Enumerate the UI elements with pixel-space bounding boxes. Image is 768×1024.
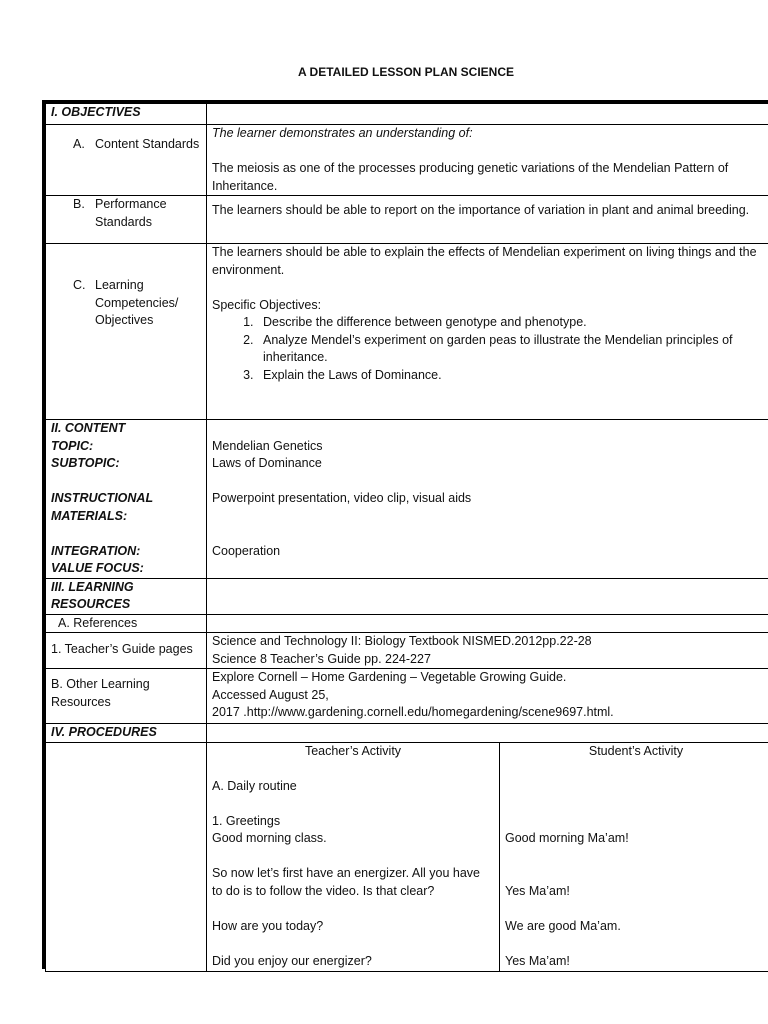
performance-standards-row — [46, 196, 768, 244]
other-resource-3: 2017 .http://www.gardening.cornell.edu/homegardening/scene9697.html. — [212, 705, 614, 719]
competencies-row — [46, 244, 768, 420]
topic-value: Mendelian Genetics — [212, 438, 323, 453]
student-line-2: Yes Ma’am! — [505, 883, 570, 898]
teachers-guide-row — [46, 633, 768, 669]
other-resources-label: B. Other Learning Resources — [51, 677, 150, 709]
teacher-activity-column — [207, 742, 500, 971]
objectives-heading-row — [46, 104, 768, 125]
references-label: A. References — [46, 614, 207, 633]
content-standards-text: The meiosis as one of the processes producing genetic variations of the Mendelian Pattern of Inheritance. — [212, 161, 729, 193]
student-line-4: Yes Ma’am! — [505, 953, 570, 968]
teacher-line-3: How are you today? — [212, 918, 324, 933]
teacher-line-1: Good morning class. — [212, 831, 327, 845]
teachers-guide-label: 1. Teacher’s Guide pages — [51, 642, 193, 656]
performance-standards-letter: B. — [73, 197, 85, 211]
references-row — [46, 614, 768, 633]
materials-label: INSTRUCTIONAL — [51, 491, 154, 505]
teacher-activity-header: Teacher’s Activity — [304, 743, 402, 758]
competencies-label: Learning Competencies/ Objectives — [95, 278, 179, 327]
subtopic-value: Laws of Dominance — [212, 456, 322, 470]
page-title: A DETAILED LESSON PLAN SCIENCE — [297, 65, 515, 79]
specific-objectives-list — [212, 314, 767, 384]
competencies-letter: C. — [73, 278, 86, 292]
objectives-heading: I. OBJECTIVES — [46, 104, 207, 125]
content-row — [46, 420, 768, 579]
specific-objective-item: 3. Explain the Laws of Dominance. — [257, 367, 767, 385]
specific-objective-item: 2. Analyze Mendel’s experiment on garden peas to illustrate the Mendelian principles of inheritance. — [257, 332, 767, 367]
performance-standards-label: Performance Standards — [95, 197, 167, 229]
other-resources-row — [46, 669, 768, 724]
competencies-text: The learners should be able to explain the effects of Mendelian experiment on living things and the environment. — [212, 245, 757, 277]
other-resource-1: Explore Cornell – Home Gardening – Vegetable Growing Guide. — [212, 670, 567, 684]
procedures-heading-row — [46, 724, 768, 743]
resources-heading-2: RESOURCES — [51, 597, 131, 611]
procedures-activity-row — [46, 742, 768, 971]
content-standards-row — [46, 125, 768, 196]
teacher-line-4: Did you enjoy our energizer? — [212, 953, 372, 968]
materials-value: Powerpoint presentation, video clip, visual aids — [212, 491, 472, 505]
lesson-plan-table — [45, 103, 768, 972]
resources-heading-row — [46, 578, 768, 614]
student-activity-header: Student’s Activity — [588, 743, 684, 758]
subtopic-label: SUBTOPIC: — [51, 456, 120, 470]
content-standards-intro: The learner demonstrates an understanding of: — [212, 126, 473, 140]
integration-label: INTEGRATION: — [51, 543, 141, 558]
student-line-3: We are good Ma’am. — [505, 918, 621, 933]
teacher-line-2b: to do is to follow the video. Is that clear? — [212, 883, 435, 898]
greetings: 1. Greetings — [212, 813, 281, 828]
performance-standards-text: The learners should be able to report on the importance of variation in plant and animal breeding. — [212, 203, 750, 217]
specific-objective-item: 1. Describe the difference between genotype and phenotype. — [257, 314, 767, 332]
daily-routine: A. Daily routine — [212, 778, 297, 793]
teacher-line-2a: So now let’s first have an energizer. All you have — [212, 866, 480, 880]
resources-heading: III. LEARNING — [51, 579, 134, 594]
procedures-heading: IV. PROCEDURES — [46, 724, 207, 743]
student-activity-column — [500, 742, 768, 971]
teachers-guide-ref-1: Science and Technology II: Biology Textbook NISMED.2012pp.22-28 — [212, 634, 592, 648]
content-standards-letter: A. — [73, 137, 85, 151]
content-standards-label: Content Standards — [95, 137, 200, 151]
specific-objectives-heading: Specific Objectives: — [212, 297, 322, 312]
teachers-guide-ref-2: Science 8 Teacher’s Guide pp. 224-227 — [212, 651, 431, 666]
materials-label-2: MATERIALS: — [51, 508, 128, 523]
content-heading: II. CONTENT — [51, 421, 126, 435]
student-line-1: Good morning Ma’am! — [505, 831, 629, 845]
topic-label: TOPIC: — [51, 438, 94, 453]
other-resource-2: Accessed August 25, — [212, 687, 329, 702]
value-focus-label: VALUE FOCUS: — [51, 561, 144, 575]
value-focus-value: Cooperation — [212, 543, 281, 558]
